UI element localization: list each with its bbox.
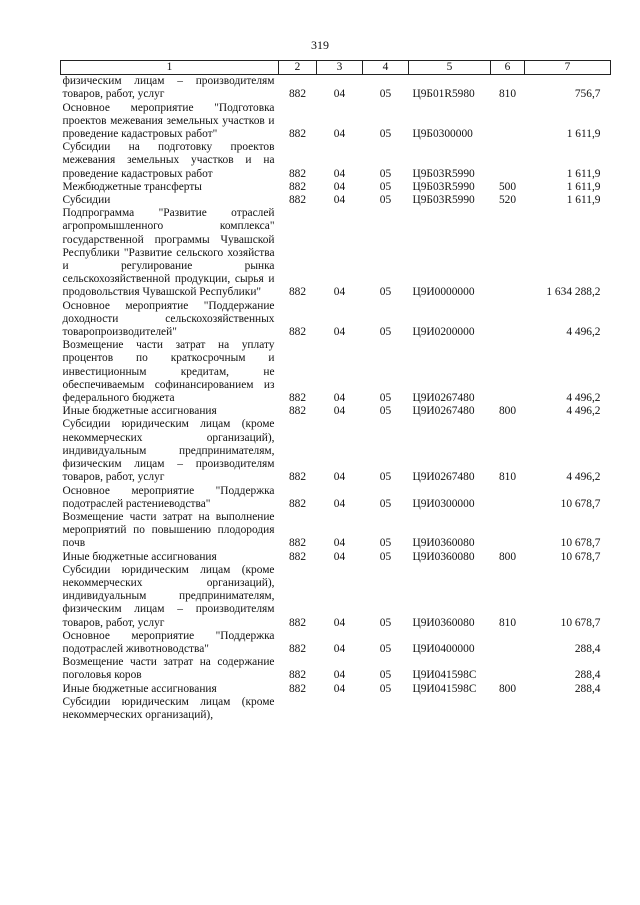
row-name: Субсидии юридическим лицам (кроме некоммерческих организаций), индивидуальным предпринимателям, физическим лицам – производителям товаров, работ, услуг	[62, 418, 275, 484]
row-expense-group	[491, 630, 525, 656]
row-amount: 1 611,9	[566, 167, 601, 180]
row-subsection: 05	[379, 286, 392, 299]
row-amount: 1 611,9	[566, 194, 601, 207]
row-name: Иные бюджетные ассигнования	[62, 550, 217, 563]
row-expense-group: 810	[498, 616, 517, 629]
row-amount: 288,4	[574, 642, 601, 655]
row-name: Основное мероприятие "Подготовка проектов межевания земельных участков и проведение кадастровых работ"	[62, 101, 275, 141]
row-name: Межбюджетные трансферты	[62, 180, 202, 193]
row-subsection: 05	[379, 537, 392, 550]
row-section: 04	[333, 682, 346, 695]
header-col-5: 5	[409, 61, 491, 75]
row-ministry-code	[279, 696, 317, 722]
page-number: 319	[311, 38, 329, 52]
row-expense-group: 800	[498, 550, 517, 563]
row-expense-group: 800	[498, 405, 517, 418]
row-ministry-code: 882	[288, 286, 307, 299]
row-ministry-code: 882	[288, 669, 307, 682]
row-section: 04	[333, 669, 346, 682]
row-amount: 10 678,7	[560, 537, 601, 550]
header-col-2: 2	[279, 61, 317, 75]
row-target-code: Ц9Б03R5990	[412, 194, 475, 207]
row-ministry-code: 882	[288, 194, 307, 207]
row-section: 04	[333, 326, 346, 339]
budget-table	[60, 60, 611, 722]
row-section: 04	[333, 497, 346, 510]
row-subsection: 05	[379, 88, 392, 101]
row-amount: 4 496,2	[566, 405, 601, 418]
table-header	[61, 61, 611, 75]
header-col-1: 1	[61, 61, 279, 75]
row-name: Возмещение части затрат на содержание поголовья коров	[62, 656, 275, 682]
row-subsection: 05	[379, 642, 392, 655]
row-name: Субсидии на подготовку проектов межевания земельных участков и на проведение кадастровых работ	[62, 141, 275, 180]
table-row	[61, 511, 611, 551]
row-ministry-code: 882	[288, 537, 307, 550]
table-row	[61, 405, 611, 418]
table-row	[61, 141, 611, 181]
row-target-code: Ц9И041598С	[412, 669, 477, 682]
row-section: 04	[333, 167, 346, 180]
row-ministry-code: 882	[288, 497, 307, 510]
row-target-code: Ц9И0267480	[412, 471, 475, 484]
row-target-code: Ц9И0360080	[412, 616, 475, 629]
row-target-code: Ц9Б03R5990	[412, 167, 475, 180]
row-subsection: 05	[379, 616, 392, 629]
row-section: 04	[333, 537, 346, 550]
row-target-code: Ц9И0360080	[412, 550, 475, 563]
row-section	[317, 696, 363, 722]
row-ministry-code: 882	[288, 550, 307, 563]
row-section: 04	[333, 642, 346, 655]
row-subsection: 05	[379, 392, 392, 405]
row-expense-group	[491, 300, 525, 340]
row-subsection: 05	[379, 682, 392, 695]
row-ministry-code: 882	[288, 405, 307, 418]
row-name: Основное мероприятие "Поддержание доходности сельскохозяйственных товаропроизводителей"	[62, 299, 275, 339]
row-amount: 10 678,7	[560, 497, 601, 510]
row-name: Основное мероприятие "Поддержка подотраслей животноводства"	[62, 629, 275, 655]
row-amount: 4 496,2	[566, 471, 601, 484]
row-expense-group: 810	[498, 88, 517, 101]
row-target-code: Ц9И041598С	[412, 682, 477, 695]
row-section: 04	[333, 286, 346, 299]
table-row	[61, 418, 611, 484]
row-name: физическим лицам – производителям товаров, работ, услуг	[62, 75, 275, 101]
row-subsection: 05	[379, 497, 392, 510]
table-row	[61, 194, 611, 207]
row-ministry-code: 882	[288, 88, 307, 101]
table-row	[61, 551, 611, 564]
budget-table-container	[60, 60, 610, 722]
row-target-code: Ц9И0400000	[412, 642, 475, 655]
row-amount: 1 611,9	[566, 180, 601, 193]
row-ministry-code: 882	[288, 471, 307, 484]
row-amount: 1 611,9	[566, 128, 601, 141]
table-row	[61, 696, 611, 722]
row-subsection: 05	[379, 128, 392, 141]
table-row	[61, 339, 611, 405]
row-amount: 4 496,2	[566, 326, 601, 339]
row-expense-group	[491, 511, 525, 551]
row-expense-group	[491, 485, 525, 511]
row-expense-group: 500	[498, 180, 517, 193]
row-target-code: Ц9И0300000	[412, 497, 475, 510]
row-amount: 756,7	[574, 88, 601, 101]
table-row	[61, 630, 611, 656]
row-subsection: 05	[379, 180, 392, 193]
row-name: Возмещение части затрат на выполнение мероприятий по повышению плодородия почв	[62, 510, 275, 550]
row-target-code: Ц9И0267480	[412, 405, 475, 418]
row-amount: 4 496,2	[566, 392, 601, 405]
row-amount: 288,4	[574, 682, 601, 695]
row-ministry-code: 882	[288, 682, 307, 695]
row-target-code: Ц9Б01R5980	[412, 88, 475, 101]
table-row	[61, 564, 611, 630]
row-section: 04	[333, 128, 346, 141]
row-name: Субсидии	[62, 194, 111, 207]
row-subsection: 05	[379, 550, 392, 563]
row-expense-group: 800	[498, 682, 517, 695]
header-col-7: 7	[525, 61, 611, 75]
row-section: 04	[333, 392, 346, 405]
row-ministry-code: 882	[288, 326, 307, 339]
table-row	[61, 485, 611, 511]
row-subsection	[363, 696, 409, 722]
row-name: Субсидии юридическим лицам (кроме некоммерческих организаций), индивидуальным предпринимателям, физическим лицам – производителям товаров, работ, услуг	[62, 563, 275, 629]
table-body	[61, 75, 611, 722]
row-section: 04	[333, 180, 346, 193]
row-section: 04	[333, 550, 346, 563]
row-name: Иные бюджетные ассигнования	[62, 682, 217, 695]
header-col-6: 6	[491, 61, 525, 75]
table-row	[61, 102, 611, 142]
row-target-code	[409, 696, 491, 722]
row-name: Основное мероприятие "Поддержка подотраслей растениеводства"	[62, 484, 275, 510]
table-row	[61, 207, 611, 299]
row-ministry-code: 882	[288, 642, 307, 655]
row-subsection: 05	[379, 405, 392, 418]
row-amount: 288,4	[574, 669, 601, 682]
row-name: Возмещение части затрат на уплату процентов по краткосрочным и инвестиционным кредитам, не обеспечиваемым софинансированием из федерального бюджета	[62, 339, 275, 405]
header-col-4: 4	[363, 61, 409, 75]
row-name: Субсидии юридическим лицам (кроме некоммерческих организаций),	[62, 695, 275, 721]
row-section: 04	[333, 194, 346, 207]
table-row	[61, 656, 611, 682]
header-col-3: 3	[317, 61, 363, 75]
row-subsection: 05	[379, 471, 392, 484]
table-row	[61, 300, 611, 340]
row-expense-group	[491, 102, 525, 142]
row-expense-group: 810	[498, 471, 517, 484]
row-ministry-code: 882	[288, 616, 307, 629]
row-section: 04	[333, 405, 346, 418]
row-expense-group	[491, 207, 525, 299]
table-row	[61, 683, 611, 696]
row-expense-group	[491, 696, 525, 722]
table-row	[61, 75, 611, 102]
row-amount: 1 634 288,2	[546, 286, 601, 299]
row-target-code: Ц9Б0300000	[412, 128, 473, 141]
row-expense-group	[491, 141, 525, 181]
row-subsection: 05	[379, 326, 392, 339]
row-subsection: 05	[379, 669, 392, 682]
row-ministry-code: 882	[288, 392, 307, 405]
row-expense-group	[491, 339, 525, 405]
row-target-code: Ц9И0360080	[412, 537, 475, 550]
row-ministry-code: 882	[288, 167, 307, 180]
row-target-code: Ц9Б03R5990	[412, 180, 475, 193]
row-section: 04	[333, 88, 346, 101]
header-row	[61, 61, 611, 75]
row-name: Подпрограмма "Развитие отраслей агропромышленного комплекса" государственной программы Чувашской Республики "Развитие сельского хозяйства и регулирование рынка сельскохозяйственной продукции, сырья и продовольствия Чувашской Республики"	[62, 207, 275, 299]
row-section: 04	[333, 616, 346, 629]
row-amount: 10 678,7	[560, 550, 601, 563]
row-target-code: Ц9И0000000	[412, 286, 475, 299]
row-subsection: 05	[379, 194, 392, 207]
row-section: 04	[333, 471, 346, 484]
row-target-code: Ц9И0267480	[412, 392, 475, 405]
row-expense-group: 520	[498, 194, 517, 207]
row-ministry-code: 882	[288, 180, 307, 193]
row-amount: 10 678,7	[560, 616, 601, 629]
row-expense-group	[491, 656, 525, 682]
row-target-code: Ц9И0200000	[412, 326, 475, 339]
row-ministry-code: 882	[288, 128, 307, 141]
row-name: Иные бюджетные ассигнования	[62, 405, 217, 418]
row-amount	[525, 696, 611, 722]
table-row	[61, 181, 611, 194]
row-subsection: 05	[379, 167, 392, 180]
